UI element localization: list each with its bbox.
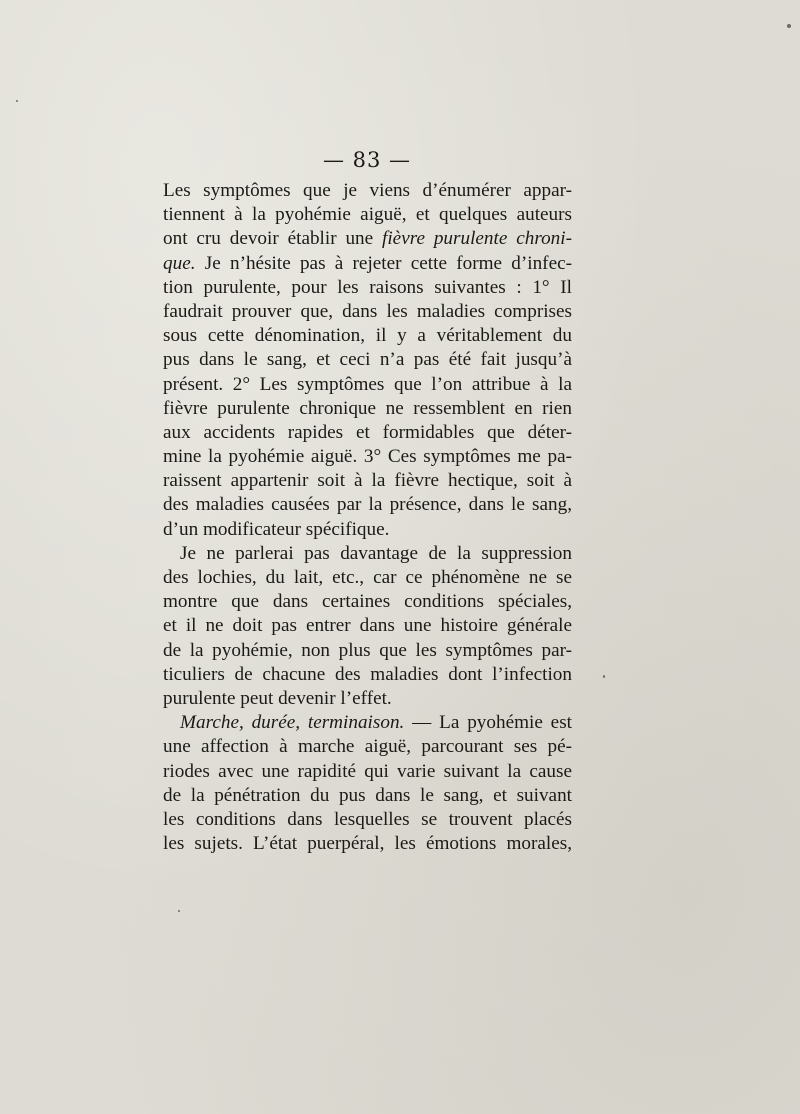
text-line — [163, 203, 572, 227]
text-segment: et il ne doit pas entrer dans une histoire générale — [163, 615, 572, 637]
text-line — [163, 348, 572, 372]
text-segment: de la pyohémie, non plus que les symptômes par- — [163, 639, 572, 661]
text-line — [163, 663, 572, 687]
text-line — [163, 542, 572, 566]
text-segment: Les symptômes que je viens d’énumérer appar- — [163, 180, 572, 201]
text-segment: les sujets. L’état puerpéral, les émotions morales, — [163, 833, 572, 855]
text-line — [163, 784, 572, 808]
text-line — [163, 518, 572, 542]
text-segment: faudrait prouver que, dans les maladies comprises — [163, 300, 572, 322]
text-line — [163, 252, 572, 276]
text-line — [163, 324, 572, 348]
text-line — [163, 469, 572, 493]
italic-text: fièvre purulente chroni- — [382, 228, 572, 250]
text-segment: tion purulente, pour les raisons suivantes : 1° Il — [163, 276, 572, 298]
text-segment: des lochies, du lait, etc., car ce phénomène ne se — [163, 567, 572, 588]
text-line — [163, 421, 572, 445]
text-line — [163, 614, 572, 638]
text-line — [163, 493, 572, 517]
text-segment: présent. 2° Les symptômes que l’on attribue à la — [163, 373, 572, 395]
text-line — [163, 566, 572, 590]
text-line — [163, 639, 572, 663]
text-line — [163, 179, 572, 203]
text-segment: — La pyohémie est — [404, 712, 572, 734]
text-segment: ont cru devoir établir une — [163, 228, 383, 250]
text-line — [163, 276, 572, 300]
text-segment: mine la pyohémie aiguë. 3° Ces symptômes me pa- — [163, 446, 572, 468]
paper-speck — [787, 24, 791, 28]
text-segment: les conditions dans lesquelles se trouvent placés — [163, 808, 572, 830]
text-line — [163, 300, 572, 324]
text-line — [163, 687, 572, 711]
paper-speck — [16, 100, 18, 102]
text-segment: Je n’hésite pas à rejeter cette forme d’infec- — [195, 252, 572, 274]
text-segment: aux accidents rapides et formidables que déter- — [163, 421, 572, 443]
text-line — [163, 445, 572, 469]
text-segment: une affection à marche aiguë, parcourant ses pé- — [163, 736, 572, 758]
text-line — [163, 760, 572, 784]
text-segment: montre que dans certaines conditions spéciales, — [163, 591, 572, 613]
text-segment: sous cette dénomination, il y a véritablement du — [163, 325, 572, 347]
italic-text: Marche, durée, terminaison. — [180, 712, 405, 734]
paper-speck — [178, 910, 180, 912]
italic-text: que. — [163, 252, 196, 274]
text-segment: Je ne parlerai pas davantage de la suppression — [180, 542, 572, 564]
body-text — [163, 179, 572, 856]
text-segment: ticuliers de chacune des maladies dont l’infection — [163, 663, 572, 685]
text-line — [163, 735, 572, 759]
text-segment: de la pénétration du pus dans le sang, et suivant — [163, 784, 572, 806]
page-number: — 83 — — [322, 148, 412, 172]
text-segment: tiennent à la pyohémie aiguë, et quelques auteurs — [163, 204, 572, 226]
text-line — [163, 808, 572, 832]
text-segment: purulente peut devenir l’effet. — [163, 687, 392, 709]
text-line — [163, 711, 572, 735]
text-segment: riodes avec une rapidité qui varie suivant la cause — [163, 760, 572, 782]
text-segment: d’un modificateur spécifique. — [163, 518, 390, 540]
text-segment: des maladies causées par la présence, dans le sang, — [163, 494, 572, 516]
text-segment: raissent appartenir soit à la fièvre hectique, soit à — [163, 470, 572, 492]
text-segment: fièvre purulente chronique ne ressemblent en rien — [163, 397, 572, 419]
paper-speck — [603, 675, 605, 678]
text-line — [163, 373, 572, 397]
text-line — [163, 397, 572, 421]
text-line — [163, 832, 572, 856]
text-line — [163, 227, 572, 251]
text-segment: pus dans le sang, et ceci n’a pas été fait jusqu’à — [163, 349, 572, 371]
text-line — [163, 590, 572, 614]
